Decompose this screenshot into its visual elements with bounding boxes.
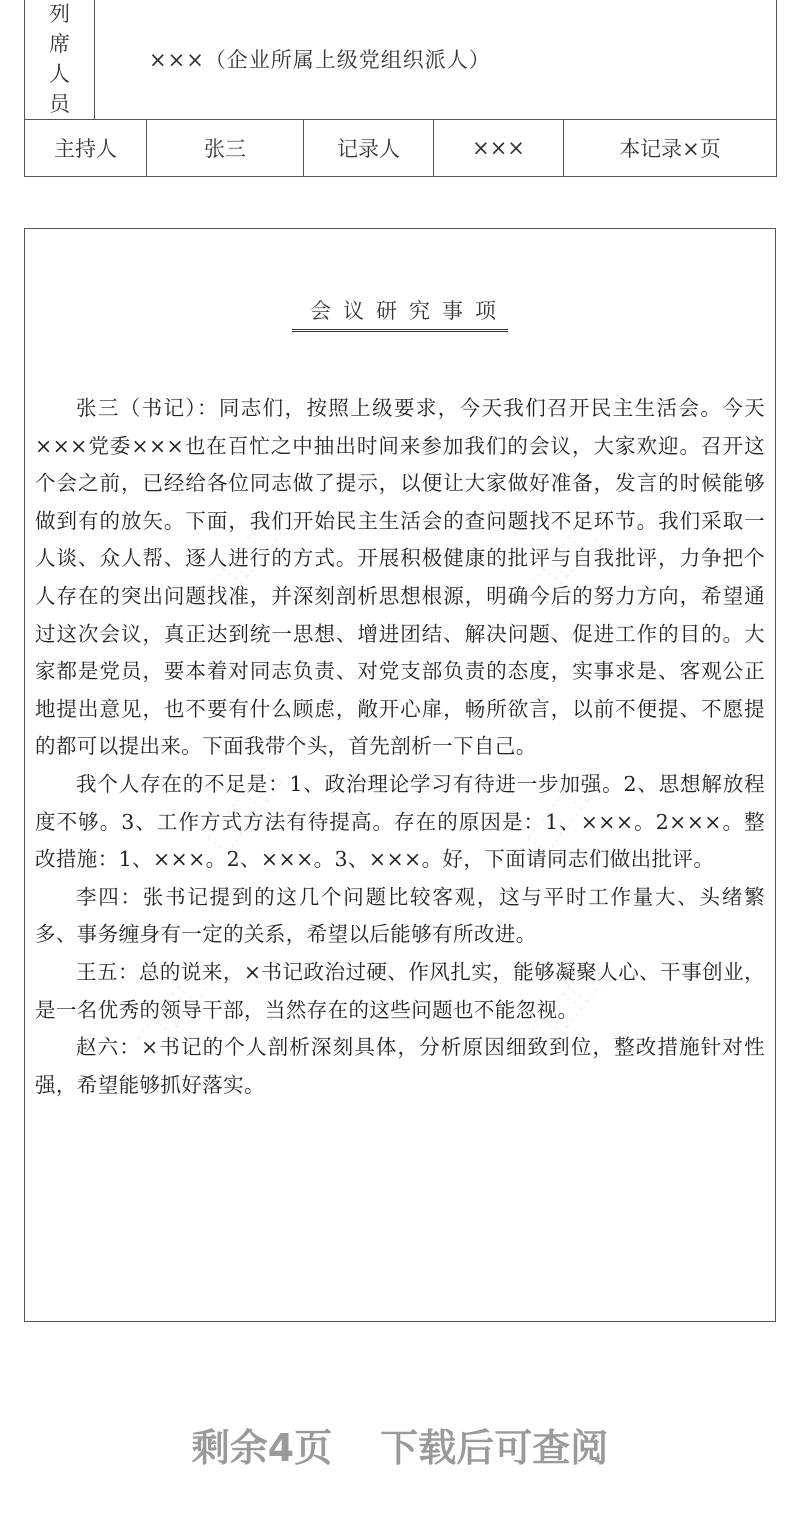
host-label: 主持人 xyxy=(25,120,147,177)
attendees-value: ×××（企业所属上级党组织派人） xyxy=(95,0,777,120)
watermark-mark: ⬚⬚⬚ xyxy=(197,508,289,610)
watermark-mark: ⬚⬚⬚ xyxy=(197,758,289,860)
paragraph: 李四：张书记提到的这几个问题比较客观，这与平时工作量大、头绪繁多、事务缠身有一定的关系，希望以后能够有所改进。 xyxy=(35,884,765,947)
recorder-value: ××× xyxy=(434,120,564,177)
attendees-label-char: 员 xyxy=(49,92,70,116)
attendees-label-char: 人 xyxy=(49,62,70,86)
paragraph: 我个人存在的不足是：1、政治理论学习有待进一步加强。2、思想解放程度不够。3、工作方式方法有待提高。存在的原因是：1、×××。2×××。整改措施：1、×××。2、×××。3、×××。好，下面请同志们做出批评。 xyxy=(35,771,765,872)
host-value: 张三 xyxy=(147,120,304,177)
page-count-note: 本记录×页 xyxy=(564,120,777,177)
meeting-content-box xyxy=(24,228,776,1322)
download-notice[interactable] xyxy=(0,1417,800,1472)
remaining-pages-text: 剩余4页 xyxy=(191,1426,333,1470)
paragraph: 赵六：×书记的个人剖析深刻具体，分析原因细致到位，整改措施针对性强，希望能够抓好落实。 xyxy=(35,1035,765,1097)
download-to-view-text: 下载后可查阅 xyxy=(380,1426,609,1470)
paragraph: 张三（书记）：同志们，按照上级要求，今天我们召开民主生活会。今天×××党委×××也在百忙之中抽出时间来参加我们的会议，大家欢迎。召开这个会之前，已经给各位同志做了提示，以便让大家做好准备，发言的时候能够做到有的放矢。下面，我们开始民主生活会的查问题找不足环节。我们采取一人谈、众人帮、逐人进行的方式。开展积极健康的批评与自我批评，力争把个人存在的突出问题找准，并深刻剖析思想根源，明确今后的努力方向，希望通过这次会议，真正达到统一思想、增进团结、解决问题、促进工作的目的。大家都是党员，要本着对同志负责、对党支部负责的态度，实事求是、客观公正地提出意见，也不要有什么顾虑，敞开心扉，畅所欲言，以前不便提、不愿提的都可以提出来。下面我带个头，首先剖析一下自己。 xyxy=(35,396,765,759)
recorder-label: 记录人 xyxy=(304,120,434,177)
attendees-label-char: 席 xyxy=(49,32,70,56)
attendees-label-char: 列 xyxy=(49,2,70,26)
attendees-label xyxy=(25,0,95,120)
meeting-info-table xyxy=(24,0,777,177)
section-title xyxy=(25,295,775,332)
meeting-minutes-text xyxy=(35,390,765,1104)
watermark-mark: ⬚⬚⬚ xyxy=(517,958,609,1060)
watermark-mark: ⬚⬚⬚ xyxy=(517,758,609,860)
watermark-mark: ⬚⬚⬚ xyxy=(517,508,609,610)
watermark-mark: ⬚⬚⬚ xyxy=(127,958,219,1060)
paragraph: 王五：总的说来，×书记政治过硬、作风扎实，能够凝聚人心、干事创业，是一名优秀的领导干部，当然存在的这些问题也不能忽视。 xyxy=(35,959,765,1022)
section-title-text: 会议研究事项 xyxy=(292,295,508,332)
